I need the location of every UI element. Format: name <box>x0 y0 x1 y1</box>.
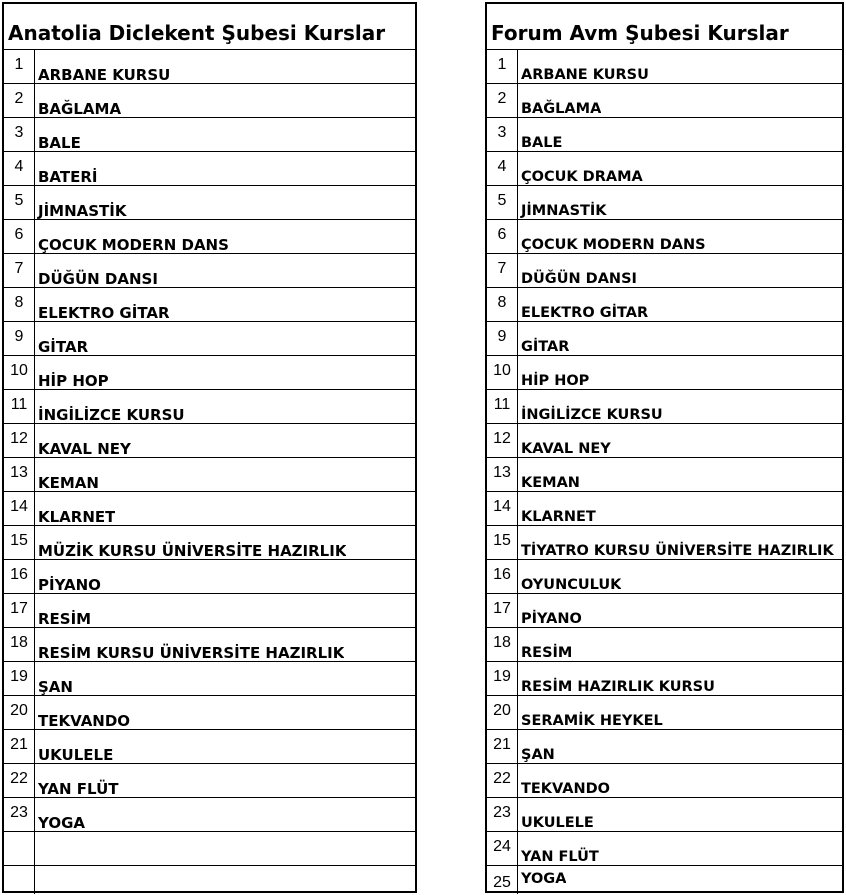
table-row <box>487 254 842 288</box>
course-name: ÇOCUK MODERN DANS <box>38 236 229 253</box>
table-row <box>4 594 415 628</box>
row-number: 18 <box>487 628 518 661</box>
row-number: 7 <box>487 254 518 287</box>
course-name: TİYATRO KURSU ÜNİVERSİTE HAZIRLIK <box>521 543 834 559</box>
table-row <box>4 696 415 730</box>
course-name: UKULELE <box>521 815 594 831</box>
course-name: ÇOCUK MODERN DANS <box>521 237 706 253</box>
row-number: 1 <box>4 50 35 83</box>
table-row <box>4 84 415 118</box>
course-name: RESİM HAZIRLIK KURSU <box>521 679 715 695</box>
row-number: 3 <box>4 118 35 151</box>
table-row <box>4 424 415 458</box>
row-number: 23 <box>4 798 35 831</box>
course-name: JİMNASTİK <box>38 202 127 219</box>
right-course-table <box>485 2 844 893</box>
row-number: 16 <box>4 560 35 593</box>
course-name: ARBANE KURSU <box>38 66 171 83</box>
course-name: ÇOCUK DRAMA <box>521 169 643 185</box>
row-number: 10 <box>4 356 35 389</box>
row-number: 5 <box>487 186 518 219</box>
row-number: 8 <box>487 288 518 321</box>
course-name: KEMAN <box>38 474 99 491</box>
row-number: 14 <box>4 492 35 525</box>
row-number: 23 <box>487 798 518 831</box>
row-number: 5 <box>4 186 35 219</box>
row-number: 4 <box>4 152 35 185</box>
row-number: 6 <box>4 220 35 253</box>
left-table-rows <box>4 50 415 894</box>
left-table-title: Anatolia Diclekent Şubesi Kurslar <box>4 4 415 50</box>
row-number: 11 <box>487 390 518 423</box>
row-number: 15 <box>487 526 518 559</box>
table-row <box>4 798 415 832</box>
table-row <box>4 662 415 696</box>
row-number: 19 <box>4 662 35 695</box>
table-row <box>487 220 842 254</box>
row-number: 8 <box>4 288 35 321</box>
table-row <box>4 492 415 526</box>
row-number: 18 <box>4 628 35 661</box>
table-row <box>487 84 842 118</box>
table-row <box>4 186 415 220</box>
right-table-rows <box>487 50 842 894</box>
course-name: RESİM <box>38 610 92 627</box>
row-number: 4 <box>487 152 518 185</box>
table-row <box>487 628 842 662</box>
course-name: TEKVANDO <box>521 781 610 797</box>
row-number: 22 <box>4 764 35 797</box>
table-row <box>487 832 842 866</box>
course-name: KAVAL NEY <box>521 441 611 457</box>
row-number: 3 <box>487 118 518 151</box>
row-number: 16 <box>487 560 518 593</box>
course-name: HİP HOP <box>38 372 109 389</box>
table-row <box>4 764 415 798</box>
course-name: YAN FLÜT <box>521 849 599 865</box>
row-number: 25 <box>487 866 518 894</box>
table-row <box>487 662 842 696</box>
course-name: DÜĞÜN DANSI <box>38 270 158 287</box>
table-row <box>4 322 415 356</box>
table-row <box>487 288 842 322</box>
course-name: YOGA <box>521 871 567 887</box>
row-number: 17 <box>4 594 35 627</box>
row-number <box>4 832 35 865</box>
course-name: BAĞLAMA <box>38 100 122 117</box>
course-name: TEKVANDO <box>38 712 131 729</box>
table-row <box>487 356 842 390</box>
row-number: 15 <box>4 526 35 559</box>
course-name: YAN FLÜT <box>38 780 119 797</box>
course-name: OYUNCULUK <box>521 577 622 593</box>
table-row <box>487 390 842 424</box>
table-row <box>4 254 415 288</box>
table-row <box>487 424 842 458</box>
row-number: 9 <box>4 322 35 355</box>
row-number: 1 <box>487 50 518 83</box>
row-number: 9 <box>487 322 518 355</box>
table-row <box>4 832 415 866</box>
course-name: BALE <box>521 135 563 151</box>
course-name: KAVAL NEY <box>38 440 131 457</box>
row-number: 11 <box>4 390 35 423</box>
table-row <box>487 322 842 356</box>
table-row <box>4 560 415 594</box>
table-row <box>4 118 415 152</box>
course-name: BATERİ <box>38 168 98 185</box>
table-row <box>4 628 415 662</box>
course-name: PİYANO <box>38 576 101 593</box>
table-row <box>4 288 415 322</box>
table-row <box>4 220 415 254</box>
course-name: GİTAR <box>521 339 570 355</box>
course-name: ŞAN <box>38 678 73 695</box>
table-row <box>487 866 842 894</box>
row-number: 6 <box>487 220 518 253</box>
course-name: SERAMİK HEYKEL <box>521 713 663 729</box>
course-name: YOGA <box>38 814 85 831</box>
course-name: BAĞLAMA <box>521 101 602 117</box>
table-row <box>487 798 842 832</box>
row-number: 14 <box>487 492 518 525</box>
course-name: ŞAN <box>521 747 555 763</box>
table-row <box>487 186 842 220</box>
row-number: 21 <box>4 730 35 763</box>
table-row <box>487 696 842 730</box>
table-row <box>4 152 415 186</box>
table-row <box>487 50 842 84</box>
course-name: BALE <box>38 134 81 151</box>
table-row <box>487 118 842 152</box>
course-name: İNGİLİZCE KURSU <box>521 407 663 423</box>
table-row <box>4 866 415 894</box>
row-number: 13 <box>487 458 518 491</box>
table-row <box>4 50 415 84</box>
table-row <box>487 594 842 628</box>
table-row <box>487 152 842 186</box>
course-name: ELEKTRO GİTAR <box>521 305 649 321</box>
course-name: ARBANE KURSU <box>521 67 649 83</box>
row-number: 20 <box>487 696 518 729</box>
course-name: GİTAR <box>38 338 89 355</box>
row-number: 22 <box>487 764 518 797</box>
course-name: RESİM KURSU ÜNİVERSİTE HAZIRLIK <box>38 644 345 661</box>
row-number: 24 <box>487 832 518 865</box>
row-number: 13 <box>4 458 35 491</box>
table-row <box>4 730 415 764</box>
row-number: 7 <box>4 254 35 287</box>
row-number: 2 <box>487 84 518 117</box>
course-name: KLARNET <box>38 508 116 525</box>
table-row <box>487 560 842 594</box>
row-number: 17 <box>487 594 518 627</box>
table-row <box>487 492 842 526</box>
course-name <box>35 866 38 894</box>
table-row <box>487 764 842 798</box>
row-number: 10 <box>487 356 518 389</box>
row-number: 12 <box>487 424 518 457</box>
course-name: DÜĞÜN DANSI <box>521 271 637 287</box>
row-number: 2 <box>4 84 35 117</box>
course-name: JİMNASTİK <box>521 203 607 219</box>
course-name: RESİM <box>521 645 573 661</box>
left-course-table <box>2 2 417 893</box>
course-name: İNGİLİZCE KURSU <box>38 406 185 423</box>
row-number: 12 <box>4 424 35 457</box>
table-row <box>487 730 842 764</box>
course-name: HİP HOP <box>521 373 590 389</box>
course-name: KLARNET <box>521 509 596 525</box>
course-name: KEMAN <box>521 475 580 491</box>
row-number: 19 <box>487 662 518 695</box>
table-row <box>4 458 415 492</box>
table-row <box>487 526 842 560</box>
table-row <box>4 356 415 390</box>
course-name: ELEKTRO GİTAR <box>38 304 170 321</box>
course-name: PİYANO <box>521 611 582 627</box>
table-row <box>4 390 415 424</box>
table-row <box>4 526 415 560</box>
course-name: MÜZİK KURSU ÜNİVERSİTE HAZIRLIK <box>38 542 347 559</box>
row-number <box>4 866 35 894</box>
row-number: 21 <box>487 730 518 763</box>
row-number: 20 <box>4 696 35 729</box>
right-table-title: Forum Avm Şubesi Kurslar <box>487 4 842 50</box>
course-name: UKULELE <box>38 746 114 763</box>
table-row <box>487 458 842 492</box>
course-name <box>35 832 38 865</box>
